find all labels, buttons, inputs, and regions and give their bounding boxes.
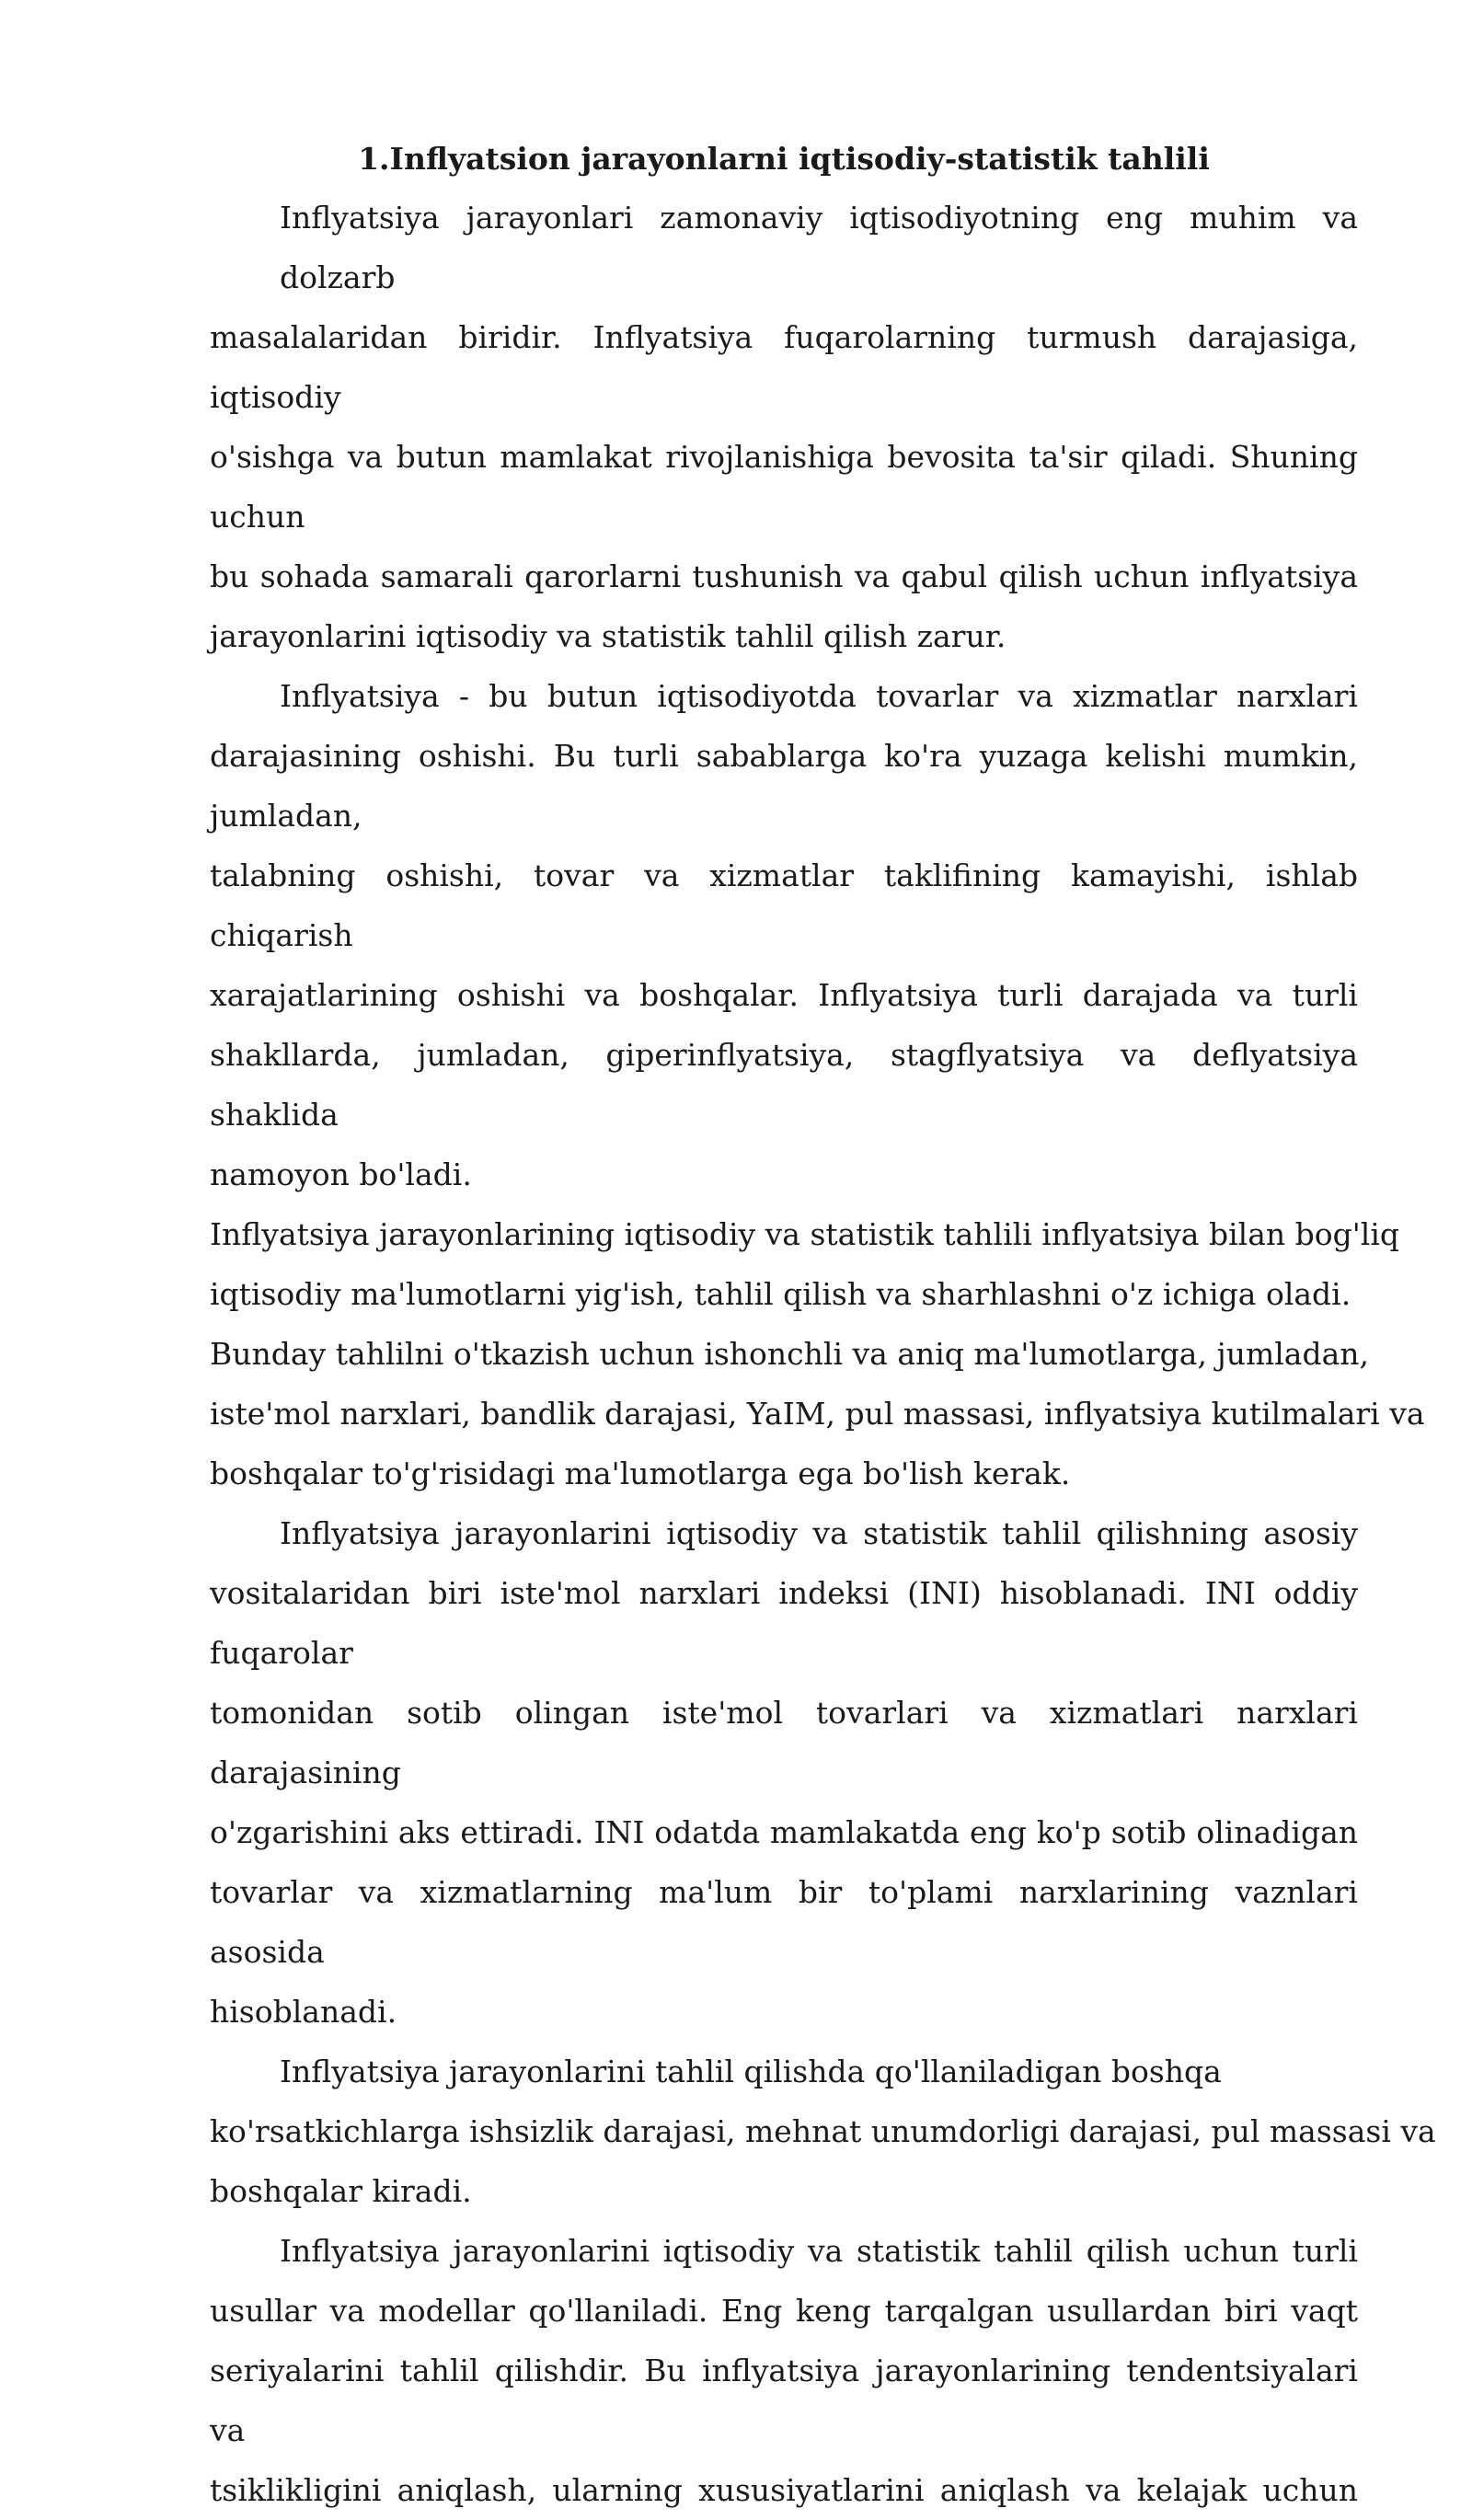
text-line: boshqalar kiradi. bbox=[210, 2173, 472, 2209]
text-line: masalalaridan biridir. Inflyatsiya fuqarolarning turmush darajasiga, iqtisodiy bbox=[210, 319, 1358, 415]
text-line: Bunday tahlilni o'tkazish uchun ishonchli va aniq ma'lumotlarga, jumladan, bbox=[210, 1336, 1370, 1372]
text-line: xarajatlarining oshishi va boshqalar. Inflyatsiya turli darajada va turli bbox=[210, 977, 1358, 1013]
text-line: tsiklikligini aniqlash, ularning xususiyatlarini aniqlash va kelajak uchun bbox=[210, 2472, 1358, 2508]
text-line: tomonidan sotib olingan iste'mol tovarlari va xizmatlari narxlari darajasining bbox=[210, 1695, 1358, 1790]
text-line: namoyon bo'ladi. bbox=[210, 1156, 472, 1192]
text-line: Inflyatsiya jarayonlari zamonaviy iqtisodiyotning eng muhim va dolzarb bbox=[280, 200, 1358, 295]
text-line: Inflyatsiya jarayonlarining iqtisodiy va statistik tahlili inflyatsiya bilan bog'liq bbox=[210, 1216, 1400, 1252]
text-line: talabning oshishi, tovar va xizmatlar taklifining kamayishi, ishlab chiqarish bbox=[210, 857, 1358, 953]
paragraph-5 bbox=[210, 2042, 1436, 2221]
text-line: jarayonlarini iqtisodiy va statistik tahlil qilish zarur. bbox=[210, 618, 1006, 654]
text-line: boshqalar to'g'risidagi ma'lumotlarga ega bo'lish kerak. bbox=[210, 1456, 1071, 1491]
text-line: iqtisodiy ma'lumotlarni yig'ish, tahlil qilish va sharhlashni o'z ichiga oladi. bbox=[210, 1276, 1351, 1312]
text-line: Inflyatsiya jarayonlarini tahlil qilishda qo'llaniladigan boshqa bbox=[280, 2054, 1222, 2089]
text-line: vositalaridan biri iste'mol narxlari indeksi (INI) hisoblanadi. INI oddiy fuqarolar bbox=[210, 1575, 1358, 1671]
paragraph-6 bbox=[210, 2221, 1358, 2520]
text-line: tovarlar va xizmatlarning ma'lum bir to'plami narxlarining vaznlari asosida bbox=[210, 1874, 1358, 1970]
text-line: o'sishga va butun mamlakat rivojlanishiga bevosita ta'sir qiladi. Shuning uchun bbox=[210, 439, 1358, 535]
text-line: Inflyatsiya jarayonlarini iqtisodiy va statistik tahlil qilish uchun turli bbox=[280, 2233, 1358, 2269]
text-line: o'zgarishini aks ettiradi. INI odatda mamlakatda eng ko'p sotib olinadigan bbox=[210, 1814, 1358, 1850]
paragraph-3 bbox=[210, 1204, 1425, 1503]
document-page bbox=[210, 136, 1436, 2520]
paragraph-4 bbox=[210, 1503, 1358, 2042]
text-line: darajasining oshishi. Bu turli sabablarga ko'ra yuzaga kelishi mumkin, jumladan, bbox=[210, 738, 1358, 834]
text-line: seriyalarini tahlil qilishdir. Bu inflyatsiya jarayonlarining tendentsiyalari va bbox=[210, 2353, 1358, 2448]
text-line: usullar va modellar qo'llaniladi. Eng keng tarqalgan usullardan biri vaqt bbox=[210, 2293, 1358, 2329]
text-line: Inflyatsiya jarayonlarini iqtisodiy va statistik tahlil qilishning asosiy bbox=[280, 1515, 1358, 1551]
paragraph-2 bbox=[210, 666, 1358, 1204]
text-line: bu sohada samarali qarorlarni tushunish va qabul qilish uchun inflyatsiya bbox=[210, 558, 1358, 594]
text-line: hisoblanadi. bbox=[210, 1994, 397, 2030]
text-line: iste'mol narxlari, bandlik darajasi, YaIM, pul massasi, inflyatsiya kutilmalari va bbox=[210, 1396, 1425, 1432]
text-line: shakllarda, jumladan, giperinflyatsiya, stagflyatsiya va deflyatsiya shaklida bbox=[210, 1037, 1358, 1133]
paragraph-1 bbox=[210, 188, 1358, 666]
document-title: 1.Inflyatsion jarayonlarni iqtisodiy-statistik tahlili bbox=[358, 141, 1210, 177]
text-line: Inflyatsiya - bu butun iqtisodiyotda tovarlar va xizmatlar narxlari bbox=[280, 678, 1358, 714]
text-line: ko'rsatkichlarga ishsizlik darajasi, mehnat unumdorligi darajasi, pul massasi va bbox=[210, 2113, 1436, 2149]
